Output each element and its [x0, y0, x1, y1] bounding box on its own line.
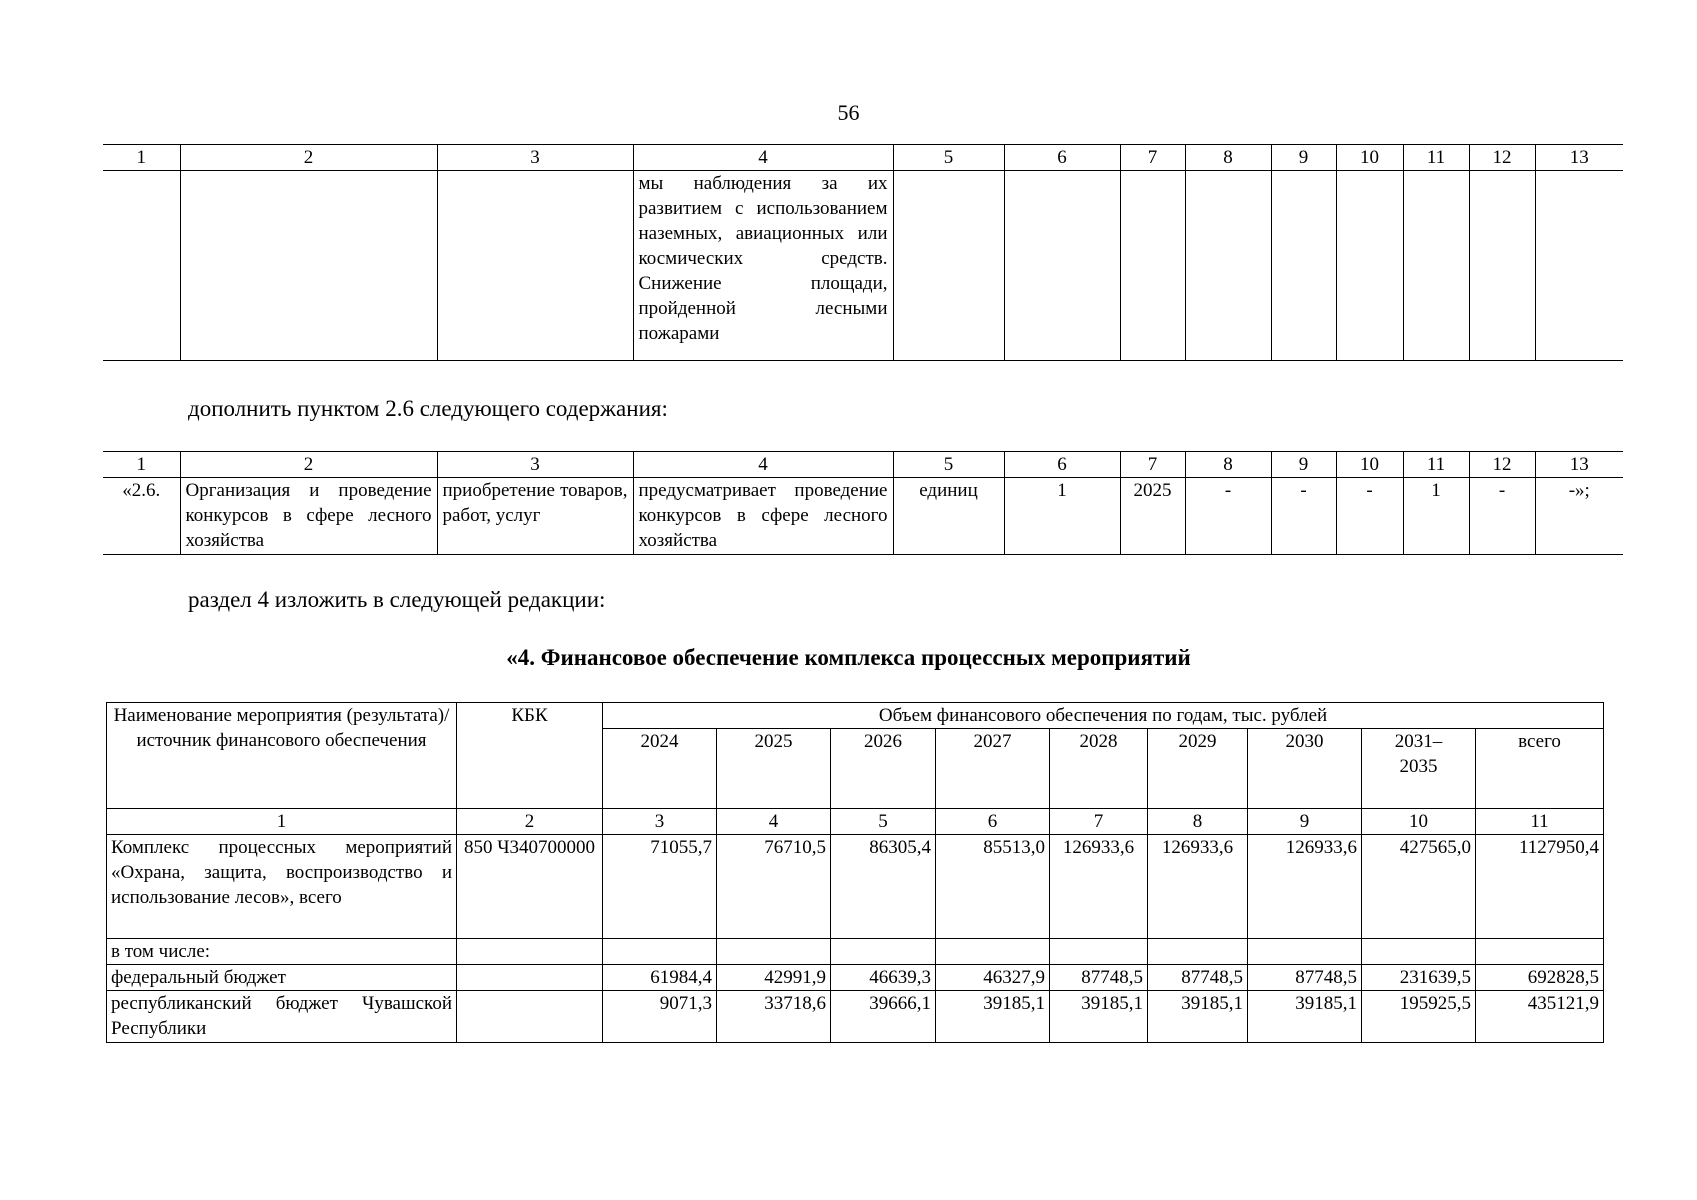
col-num: 9 — [1248, 809, 1362, 835]
item-2-6-table — [103, 451, 1623, 555]
paragraph-add-item: дополнить пунктом 2.6 следующего содержания: — [188, 396, 668, 421]
row-value: 435121,9 — [1476, 991, 1604, 1043]
row-value: 85513,0 — [936, 835, 1050, 939]
col-num: 4 — [717, 809, 831, 835]
row-kbk — [457, 939, 603, 965]
col-num: 6 — [1004, 145, 1120, 171]
col-num: 2 — [180, 452, 437, 478]
year-header: 2029 — [1148, 729, 1248, 809]
col-num: 13 — [1535, 452, 1623, 478]
col-num: 1 — [103, 145, 180, 171]
financing-table — [106, 702, 1604, 1043]
col-num: 3 — [603, 809, 717, 835]
col-num: 4 — [633, 145, 893, 171]
paragraph-section-4: раздел 4 изложить в следующей редакции: — [188, 587, 606, 612]
year-header: 2028 — [1050, 729, 1148, 809]
row-value — [1050, 939, 1148, 965]
row-value: 39185,1 — [1248, 991, 1362, 1043]
item-value: -»; — [1535, 478, 1623, 555]
row-value: 46327,9 — [936, 965, 1050, 991]
continuation-table — [103, 144, 1623, 361]
name-header: Наименование мероприятия (результата)/источник финансового обеспечения — [107, 703, 457, 809]
item-value: 1 — [1403, 478, 1469, 555]
item-unit: единиц — [893, 478, 1004, 555]
col-num: 5 — [831, 809, 936, 835]
row-value: 87748,5 — [1050, 965, 1148, 991]
row-kbk — [457, 991, 603, 1043]
row-value — [1148, 939, 1248, 965]
row-value: 126933,6 — [1050, 835, 1148, 939]
col-num: 3 — [437, 452, 633, 478]
row-value — [1248, 939, 1362, 965]
col-num: 9 — [1271, 145, 1336, 171]
table-row — [103, 478, 1623, 555]
col-num: 7 — [1120, 145, 1185, 171]
year-header: 2030 — [1248, 729, 1362, 809]
table-row — [107, 835, 1604, 939]
row-name: Комплекс процессных мероприятий «Охрана, защита, воспроизводство и использование лесов», всего — [107, 835, 457, 939]
table-row — [103, 171, 1623, 361]
column-number-row — [107, 809, 1604, 835]
year-header: 2027 — [936, 729, 1050, 809]
col-num: 10 — [1362, 809, 1476, 835]
row-kbk: 850 Ч340700000 — [457, 835, 603, 939]
col-num: 11 — [1403, 145, 1469, 171]
col-num: 7 — [1120, 452, 1185, 478]
row-kbk — [457, 965, 603, 991]
row-value — [717, 939, 831, 965]
item-value: - — [1271, 478, 1336, 555]
table-row — [107, 939, 1604, 965]
col-num: 7 — [1050, 809, 1148, 835]
col-num: 6 — [1004, 452, 1120, 478]
row-name: в том числе: — [107, 939, 457, 965]
row-value: 71055,7 — [603, 835, 717, 939]
page-number: 56 — [837, 100, 860, 125]
col-num: 10 — [1336, 145, 1403, 171]
row-value: 76710,5 — [717, 835, 831, 939]
item-number: «2.6. — [103, 478, 180, 555]
item-description: предусматривает проведение конкурсов в сфере лесного хозяйства — [633, 478, 893, 555]
col-num: 2 — [457, 809, 603, 835]
item-value: 1 — [1004, 478, 1120, 555]
col-num: 5 — [893, 452, 1004, 478]
row-value: 231639,5 — [1362, 965, 1476, 991]
item-value: - — [1469, 478, 1535, 555]
col-num: 10 — [1336, 452, 1403, 478]
description-cell: мы наблюдения за их развитием с использованием наземных, авиационных или космических средств. Снижение площади, пройденной лесными пожарами — [633, 171, 893, 361]
item-year: 2025 — [1120, 478, 1185, 555]
row-value — [1362, 939, 1476, 965]
col-num: 2 — [180, 145, 437, 171]
row-value: 39185,1 — [1050, 991, 1148, 1043]
row-value: 39185,1 — [936, 991, 1050, 1043]
volume-header: Объем финансового обеспечения по годам, тыс. рублей — [603, 703, 1604, 729]
year-header: 2025 — [717, 729, 831, 809]
row-name: федеральный бюджет — [107, 965, 457, 991]
section-heading: «4. Финансовое обеспечение комплекса процессных мероприятий — [506, 645, 1191, 670]
row-value: 87748,5 — [1148, 965, 1248, 991]
col-num: 1 — [107, 809, 457, 835]
row-value: 427565,0 — [1362, 835, 1476, 939]
row-value: 86305,4 — [831, 835, 936, 939]
col-num: 11 — [1476, 809, 1604, 835]
col-num: 12 — [1469, 452, 1535, 478]
row-value — [603, 939, 717, 965]
header-row — [107, 703, 1604, 729]
row-value: 126933,6 — [1148, 835, 1248, 939]
row-value: 87748,5 — [1248, 965, 1362, 991]
col-num: 5 — [893, 145, 1004, 171]
year-header: 2024 — [603, 729, 717, 809]
row-value: 42991,9 — [717, 965, 831, 991]
row-value: 39185,1 — [1148, 991, 1248, 1043]
row-value: 1127950,4 — [1476, 835, 1604, 939]
total-header: всего — [1476, 729, 1604, 809]
row-value: 9071,3 — [603, 991, 717, 1043]
row-value: 61984,4 — [603, 965, 717, 991]
col-num: 8 — [1185, 452, 1271, 478]
col-num: 6 — [936, 809, 1050, 835]
year-header: 2026 — [831, 729, 936, 809]
col-num: 8 — [1185, 145, 1271, 171]
row-value: 46639,3 — [831, 965, 936, 991]
row-value: 692828,5 — [1476, 965, 1604, 991]
table-row — [107, 991, 1604, 1043]
row-value: 39666,1 — [831, 991, 936, 1043]
row-value: 195925,5 — [1362, 991, 1476, 1043]
row-value — [1476, 939, 1604, 965]
col-num: 8 — [1148, 809, 1248, 835]
item-value: - — [1185, 478, 1271, 555]
col-num: 13 — [1535, 145, 1623, 171]
table-row — [107, 965, 1604, 991]
kbk-header: КБК — [457, 703, 603, 809]
col-num: 4 — [633, 452, 893, 478]
col-num: 3 — [437, 145, 633, 171]
item-name: Организация и проведение конкурсов в сфере лесного хозяйства — [180, 478, 437, 555]
year-header: 2031–2035 — [1362, 729, 1476, 809]
row-name: республиканский бюджет Чувашской Республики — [107, 991, 457, 1043]
item-type: приобретение товаров, работ, услуг — [437, 478, 633, 555]
column-number-row — [103, 452, 1623, 478]
col-num: 11 — [1403, 452, 1469, 478]
column-number-row — [103, 145, 1623, 171]
col-num: 12 — [1469, 145, 1535, 171]
row-value — [831, 939, 936, 965]
col-num: 9 — [1271, 452, 1336, 478]
row-value: 33718,6 — [717, 991, 831, 1043]
item-value: - — [1336, 478, 1403, 555]
col-num: 1 — [103, 452, 180, 478]
row-value — [936, 939, 1050, 965]
row-value: 126933,6 — [1248, 835, 1362, 939]
